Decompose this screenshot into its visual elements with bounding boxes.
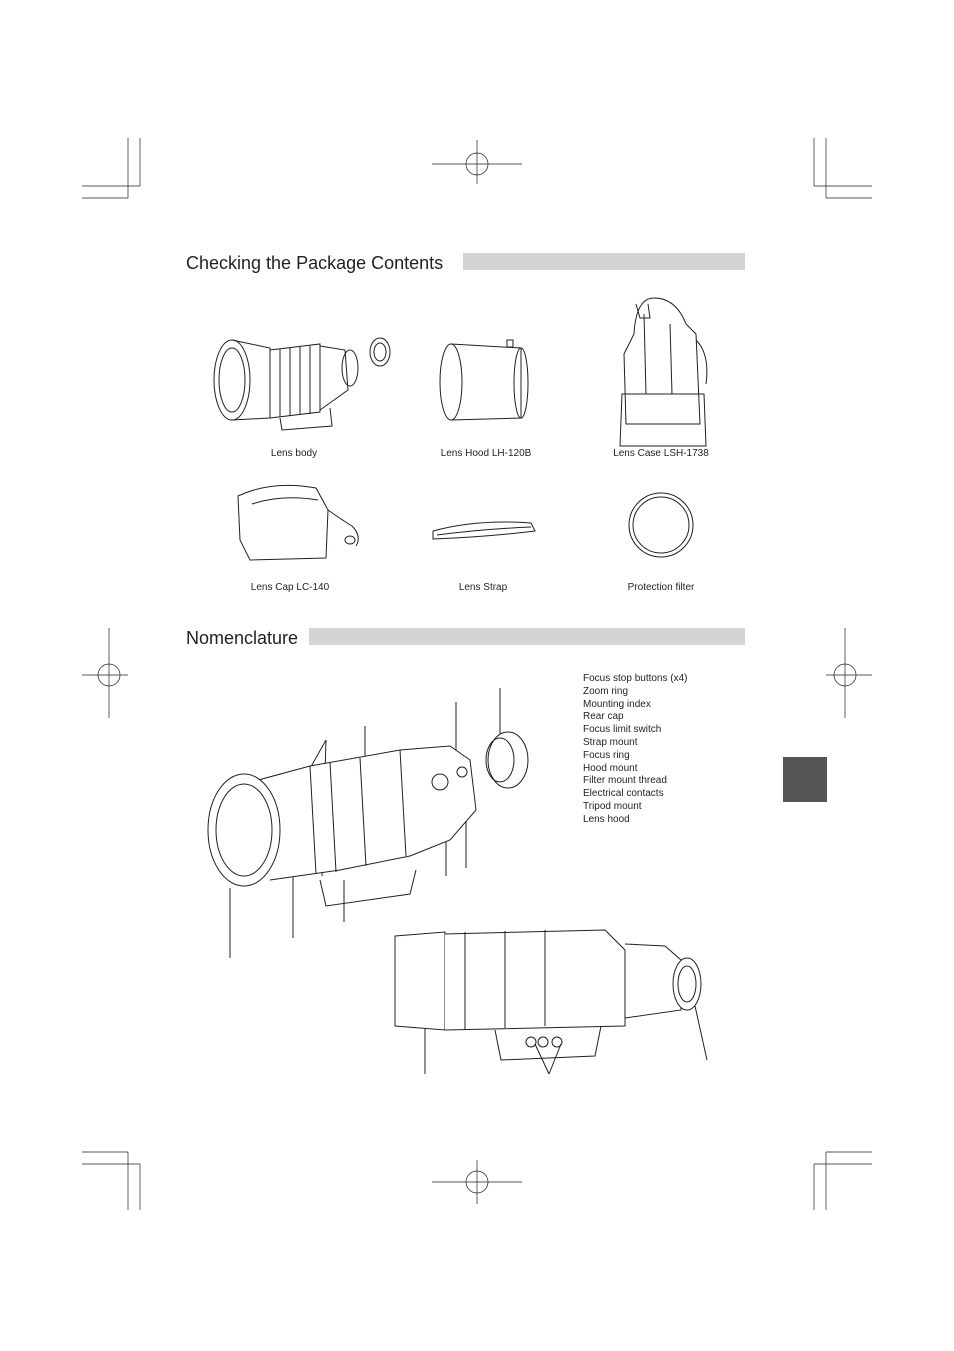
nomenclature-section-bar — [309, 628, 745, 645]
package-section-title: Checking the Package Contents — [186, 253, 444, 273]
caption-lens-cap: Lens Cap LC-140 — [250, 582, 330, 593]
list-item: Mounting index — [583, 698, 651, 710]
lens-hood-icon — [437, 338, 537, 428]
lens-body-icon — [210, 330, 400, 440]
lens-cap-icon — [232, 480, 372, 560]
lens-case-icon — [614, 294, 714, 454]
list-item: Focus limit switch — [583, 724, 662, 736]
list-item: Lens hood — [583, 813, 630, 825]
list-item: Focus stop buttons (x4) — [583, 673, 688, 684]
lens-strap-icon — [427, 517, 547, 547]
caption-lens-case: Lens Case LSH-1738 — [613, 448, 709, 459]
list-item: Zoom ring — [583, 685, 629, 697]
side-tab — [783, 757, 827, 802]
list-item: Tripod mount — [583, 800, 642, 812]
lens-side-view-diagram — [385, 920, 725, 1080]
caption-lens-strap: Lens Strap — [458, 582, 508, 593]
list-item: Electrical contacts — [583, 788, 664, 800]
caption-lens-hood: Lens Hood LH-120B — [440, 448, 532, 459]
caption-lens-body: Lens body — [270, 448, 318, 459]
caption-protection-filter: Protection filter — [627, 582, 695, 593]
list-item: Filter mount thread — [583, 775, 667, 787]
parts-list — [583, 673, 688, 827]
package-section-bar — [463, 253, 745, 270]
nomenclature-section-title: Nomenclature — [186, 628, 299, 648]
list-item: Strap mount — [583, 736, 638, 748]
protection-filter-icon — [626, 490, 696, 560]
list-item: Rear cap — [583, 711, 624, 723]
list-item: Hood mount — [583, 762, 638, 774]
list-item: Focus ring — [583, 749, 630, 761]
